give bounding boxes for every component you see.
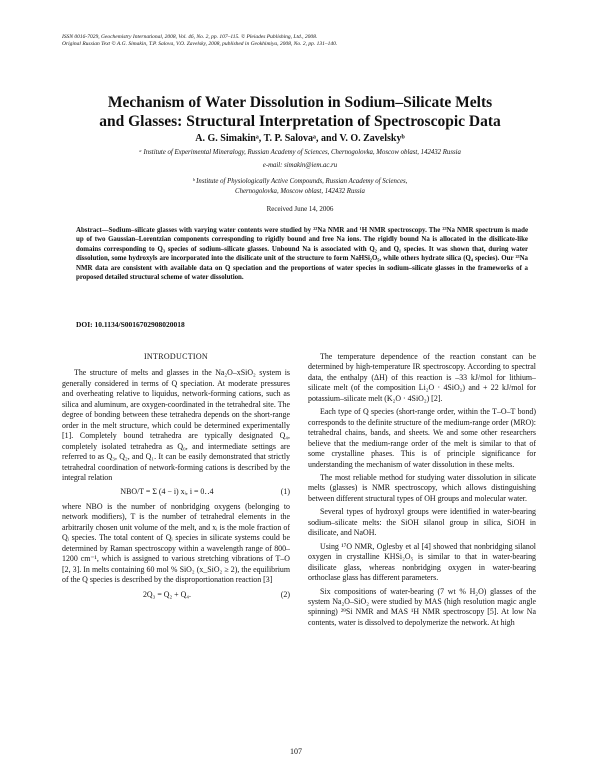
equation-1-formula: NBO/T = Σ (4 − i) xᵢ, i = 0‥4 [120,487,214,497]
right-paragraph-6: Six compositions of water-bearing (7 wt % H₂O) glasses of the system Na₂O–SiO₂ were studied by MAS (high resolution magic angle spinning) ²⁹Si NMR and MAS ¹H NMR spectroscopy [5]. At low Na contents, water is dissolved to depolymerize the network. At high [308,586,536,627]
right-paragraph-5: Using ¹⁷O NMR, Oglesby et al [4] showed that nonbridging silanol oxygen in crystalline KHSi₂O₅ is similar to that in water-bearing disilicate glass, whereas nonbridging oxygen in water-bearing orthoclase glass has different parameters. [308,541,536,583]
authors: A. G. Simakinᵃ, T. P. Salovaᵃ, and V. O. Zavelskyᵇ [195,133,405,144]
equation-2 [62,590,290,600]
paper-title-line1: Mechanism of Water Dissolution in Sodium–Silicate Melts [107,94,493,111]
received-date: Received June 14, 2006 [266,205,334,213]
abstract-label: Abstract [76,227,102,234]
right-column [308,352,536,628]
journal-header-line2: Original Russian Text © A.G. Simakin, T.P. Salova, V.O. Zavelsky, 2008, published in Geokhimiya, 2008, No. 2, pp. 131–140. [62,41,338,47]
affiliation-b-line2: Chernogolovka, Moscow oblast, 142432 Russia [235,188,365,195]
left-paragraph-1: The structure of melts and glasses in the Na₂O–xSiO₂ system is generally considered in terms of Q speciation. At moderate pressures and overheating relative to liquidus, network-forming cations, such as silica and aluminum, are oxygen-coordinated in the tetrahedral site. The degree of bonding between these tetrahedra depends on the short-range order in the melt structure, which could be determined experimentally [1]. Completely bound tetrahedra are typically designated Q₄, completely isolated tetrahedra as Q₀, and intermediate settings are referred to as Q₃, Q₂, and Q₁. It can be easily demonstrated that strictly tetrahedral coordination of network-forming cations is described by the integral relation [62,368,290,482]
doi: DOI: 10.1134/S0016702908020018 [76,320,185,329]
paper-title-line2: and Glasses: Structural Interpretation of Spectroscopic Data [99,113,501,130]
abstract [76,226,528,282]
introduction-heading: INTRODUCTION [143,352,209,361]
affiliation-b-line1: ᵇ Institute of Physiologically Active Compounds, Russian Academy of Sciences, [192,178,408,185]
left-paragraph-2: where NBO is the number of nonbridging oxygens (belonging to network modifiers), T is the number of tetrahedral elements in the arbitrarily chosen unit volume of the melt, and xᵢ is the mole fraction of Qᵢ species. The total content of Qᵢ species in silicate systems could be determined by Raman spectroscopy within a wavelength range of 800–1200 cm⁻¹, which is assigned to various stretching vibrations of T–O [2, 3]. In melts containing 60 mol % SiO₂ (x_SiO₂ ≥ 2), the equilibrium of the Q species is described by the disproportionation reaction [3] [62,501,290,585]
left-column [62,352,290,604]
equation-2-number: (2) [280,589,290,599]
equation-1 [62,487,290,497]
journal-header [62,34,542,48]
right-paragraph-4: Several types of hydroxyl groups were identified in water-bearing sodium–silicate melts: the SiOH silanol group in silica, SiOH in disilicate, and NaOH. [308,507,536,538]
paper-title [40,93,560,131]
right-paragraph-2: Each type of Q species (short-range order, within the T–O–T bond) corresponds to the definite structure of the medium-range order (MRO): tetrahedral chains, bands, and sheets. We and some other researchers believe that the medium-range order of the melt is similar to that of some crystalline phases. This is of principle significance for understanding the mechanism of water dissolution in these melts. [308,407,536,469]
right-paragraph-3: The most reliable method for studying water dissolution in silicate melts (glasses) is NMR spectroscopy, which allows distinguishing between different structural types of OH groups and molecular water. [308,472,536,503]
abstract-text: —Sodium–silicate glasses with varying water contents were studied by ²³Na NMR and ¹H NMR spectroscopy. The ²³Na NMR spectrum is made up of two Gaussian–Lorentzian components corresponding to rigidly bound and free Na ions. The rigidly bound Na is allocated in the disilicate-like domains corresponding to Q₃ species of sodium–silicate glasses. Unbound Na is associated with Q₂ and Q₁ species. It was shown that, during water dissolution, some hydroxyls are incorporated into the disilicate unit of the structure to form NaHSi₂O₅, while others hydrate silica (Q₄ species). Our ²³Na NMR data are consistent with available data on Q speciation and the proportions of water species in sodium–silicate glasses in the frameworks of a proposed detailed structural scheme of water dissolution. [76,227,528,282]
equation-2-formula: 2Q₃ = Q₂ + Q₄. [142,589,192,599]
affiliation-a: ᵃ Institute of Experimental Mineralogy, Russian Academy of Sciences, Chernogolovka, Moscow oblast, 142432 Russia [139,149,461,156]
author-email: e-mail: simakin@iem.ac.ru [262,162,338,169]
journal-header-line1: ISSN 0016-7029, Geochemistry International, 2008, Vol. 46, No. 2, pp. 107–115. © Pleiades Publishing, Ltd., 2008. [62,34,318,40]
page-number: 107 [290,747,302,756]
equation-1-number: (1) [280,487,290,497]
right-paragraph-1: The temperature dependence of the reaction constant can be determined by high-temperature IR spectroscopy. According to spectral data, the enthalpy (ΔH) of this reaction is –33 kJ/mol for lithium–silicate melt (of the composition Li₂O · 4SiO₂) and + 22 kJ/mol for potassium–silicate melt (K₂O · 4SiO₂) [2]. [308,352,536,403]
